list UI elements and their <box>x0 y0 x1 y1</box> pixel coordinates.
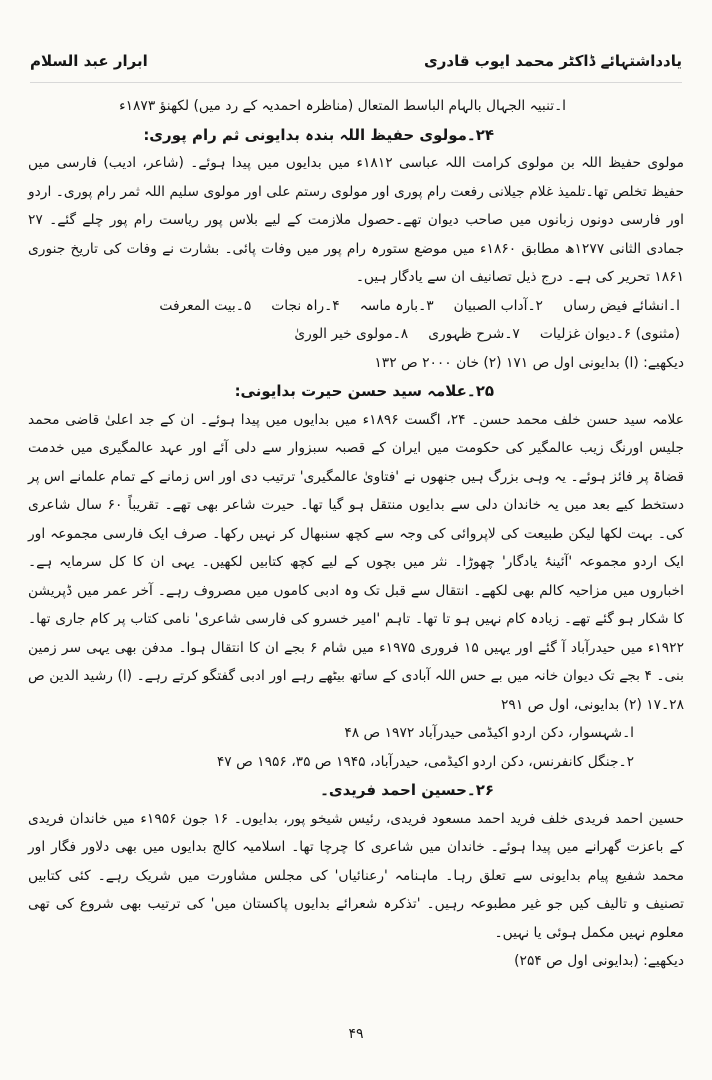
page-number: ۴۹ <box>348 1026 364 1042</box>
header-book-title: یادداشتہائے ڈاکٹر محمد ایوب قادری <box>423 52 682 70</box>
section-heading-24: ۲۴۔مولوی حفیظ اللہ بندہ بدایونی ثم رام پوری: <box>143 125 494 144</box>
works-list-row-2 <box>28 320 684 349</box>
work-item: (مثنوی) ۶۔دیوان غزلیات <box>539 326 680 342</box>
work-entry: ا۔تنبیہ الجہال بالہام الباسط المتعال (مناظرہ احمدیہ کے رد میں) لکھنؤ ۱۸۷۳ء <box>119 98 566 114</box>
header-author: ابرار عبد السلام <box>30 52 148 70</box>
work-item: ا۔انشائے فیض رساں <box>562 297 680 314</box>
reference-line: ا۔شہسوار، دکن اردو اکیڈمی حیدرآباد ۱۹۷۲ ص ۴۸ <box>344 725 634 741</box>
reference-line: ۲۔جنگل کانفرنس، دکن اردو اکیڈمی، حیدرآباد، ۱۹۴۵ ص ۳۵، ۱۹۵۶ ص ۴۷ <box>216 753 634 770</box>
running-header <box>30 48 682 74</box>
works-list-row-1 <box>28 292 684 321</box>
biography-paragraph: حسین احمد فریدی خلف فرید احمد مسعود فریدی، رئیس شیخو پور، بدایوں۔ ۱۶ جون ۱۹۵۶ء میں خاندان فریدی کے باعزت گھرانے میں پیدا ہوئے۔ خاندان میں شاعری کا چرچا تھا۔ اسلامیہ کالج بدایوں میں بھی دلاور فگار اور محمد شفیع پیام بدایونی سے تعلق رہا۔ ماہنامہ 'رعنائیاں' کی مجلس مشاورت میں شریک رہے۔ کئی کتابیں تصنیف و تالیف کیں جو غیر مطبوعہ رہیں۔ 'تذکرہ شعرائے بدایوں پاکستان میں' کی ترتیب بھی شروع کی تھی معلوم نہیں مکمل ہوئی یا نہیں۔ <box>28 810 684 941</box>
main-text <box>28 92 684 1010</box>
reference-line: دیکھیے: (ا) بدایونی اول ص ۱۷۱ (۲) خان ۲۰۰۰ ص ۱۳۲ <box>374 354 684 371</box>
section-heading-25: ۲۵۔علامہ سید حسن حیرت بدایونی: <box>234 382 494 400</box>
header-divider <box>30 82 682 83</box>
section-heading-26: ۲۶۔حسین احمد فریدی۔ <box>320 781 494 799</box>
biography-paragraph: مولوی حفیظ اللہ بن مولوی کرامت اللہ عباسی ۱۸۱۲ء میں بدایوں میں پیدا ہوئے۔ (شاعر، ادیب) فارسی میں حفیظ تخلص تھا۔تلمیذ غلام جیلانی رفعت رام پوری اور مولوی رستم علی اور مولوی سلیم اللہ ثمر رام پوری۔ اردو اور فارسی دونوں زبانوں میں صاحب دیوان تھے۔حصول ملازمت کے لیے بلاس پور ریاست رام پور چلے گئے۔ ۲۷ جمادی الثانی ۱۲۷۷ھ مطابق ۱۸۶۰ء میں موضع ستورہ رام پور میں وفات پائی۔ بشارت نے وفات کی تاریخ جنوری ۱۸۶۱ تحریر کی ہے۔ درج ذیل تصانیف ان سے یادگار ہیں۔ <box>28 155 684 285</box>
work-item: ۲۔آداب الصبیان <box>453 297 543 314</box>
work-item: ۵۔بیت المعرفت <box>159 297 252 314</box>
reference-line: دیکھیے: (بدایونی اول ص ۲۵۴) <box>514 953 684 969</box>
work-item: ۳۔بارہ ماسہ <box>359 297 434 314</box>
work-item: ۷۔شرح ظہوری <box>428 326 520 342</box>
biography-paragraph: علامہ سید حسن خلف محمد حسن۔ ۲۴، اگست ۱۸۹۶ء میں بدایوں میں پیدا ہوئے۔ ان کے جد اعلیٰ قاضی محمد جلیس اورنگ زیب عالمگیر کی حکومت میں ایران کے قصبہ سبزوار سے دلی آئے اور عہد عالمگیری میں خدمت قضاۃ پر فائز ہوئے۔ یہ وہی بزرگ ہیں جنھوں نے 'فتاویٰ عالمگیری' ترتیب دی اور اس زمانے کے تمام علمانے اس پر دستخط کیے بعد میں یہ خاندان دلی سے بدایوں منتقل ہو گیا تھا۔ حیرت شاعر بھی تھے۔ تقریباً ۶۰ سال شاعری کی۔ بہت لکھا لیکن طبیعت کی لاپروائی کی وجہ سے کچھ سنبھال کر نہیں رکھا۔ صرف ایک فارسی مجموعہ اور ایک اردو مجموعہ 'آئینۂ یادگار' چھوڑا۔ نثر میں بچوں کے لیے کچھ کتابیں لکھیں۔ یہی ان کا کل سرمایہ ہے۔ اخباروں میں مزاحیہ کالم بھی لکھے۔ انتقال سے قبل تک وہ ادبی کاموں میں مصروف رہے۔ آخر عمر میں ڈپریشن کا شکار ہو گئے تھے۔ زیادہ کام نہیں ہو تا تھا۔ تاہم 'امیر خسرو کی فارسی شاعری' نامی کتاب پر کام جاری تھا۔ ۱۹۲۲ء میں حیدرآباد آ گئے اور یہیں ۱۵ فروری ۱۹۷۵ء میں شام ۶ بجے ان کا انتقال ہوا۔ مدفن بھی یہی سر زمین بنی۔ ۴ بجے تک دیوان خانہ میں بے حس اللہ آبادی کے ساتھ بیٹھے رہے اور ادبی گفتگو کرتے رہے۔ (ا) رشید الدین ص ۲۸۔۱۷ (۲) بدایونی، اول ص ۲۹۱ <box>28 411 685 713</box>
work-item: ۴۔راہ نجات <box>271 297 340 314</box>
work-item: ۸۔مولوی خیر الوریٰ <box>294 326 409 342</box>
